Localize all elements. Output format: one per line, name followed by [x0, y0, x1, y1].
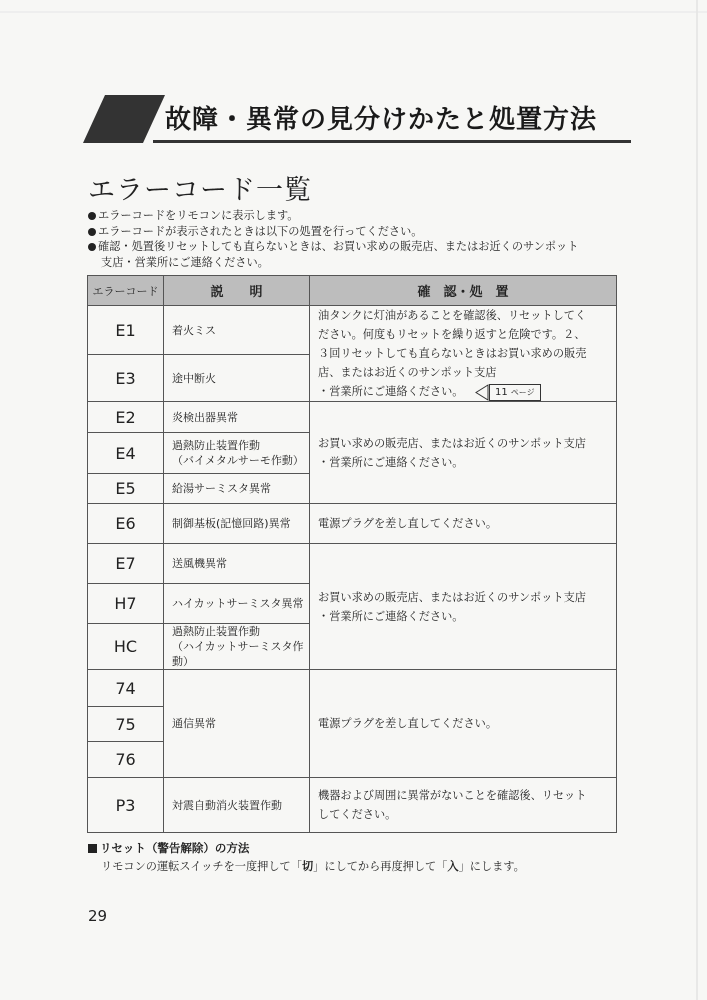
- error-code-table: [87, 275, 617, 833]
- error-desc: 過熱防止装置作動 （ハイカットサーミスタ作動）: [164, 624, 310, 670]
- table-row: [88, 778, 617, 833]
- action-cell: 油タンクに灯油があることを確認後、リセットしてく ださい。何度もリセットを繰り返すと危険です。２、 ３回リセットしても直らないときはお買い求めの販売 店、またはお近くのサンポット支店 ・営業所にご連絡ください。 11 ページ: [310, 306, 617, 402]
- reset-instructions: リモコンの運転スイッチを一度押して「切」にしてから再度押して「入」にします。: [101, 860, 525, 873]
- action-cell: 電源プラグを差し直してください。: [310, 504, 617, 544]
- error-desc: 炎検出器異常: [164, 402, 310, 433]
- action-cell: お買い求めの販売店、またはお近くのサンポット支店 ・営業所にご連絡ください。: [310, 544, 617, 670]
- error-desc: 制御基板(記憶回路)異常: [164, 504, 310, 544]
- page-header: [83, 93, 628, 145]
- reset-heading: リセット（警告解除）の方法: [88, 840, 249, 856]
- error-code: E3: [88, 355, 164, 402]
- error-code: E7: [88, 544, 164, 584]
- header-description: 説 明: [164, 276, 310, 306]
- error-code: E6: [88, 504, 164, 544]
- error-desc: 通信異常: [164, 670, 310, 778]
- error-desc: ハイカットサーミスタ異常: [164, 584, 310, 624]
- error-code: E5: [88, 474, 164, 504]
- section-title: エラーコード一覧: [88, 175, 312, 206]
- header-rule: [153, 140, 631, 143]
- bullet-continuation: 支店・営業所にご連絡ください。: [101, 255, 269, 269]
- page-title: 故障・異常の見分けかたと処置方法: [165, 105, 598, 135]
- bullet-item: 確認・処置後リセットしても直らないときは、お買い求めの販売店、またはお近くのサンポット: [88, 239, 578, 255]
- reference-arrow-icon: [475, 384, 489, 401]
- table-row: [88, 504, 617, 544]
- error-desc: 対震自動消火装置作動: [164, 778, 310, 833]
- bullet-dot-icon: [88, 228, 96, 236]
- error-code: P3: [88, 778, 164, 833]
- page-number: 29: [88, 907, 108, 925]
- bullet-dot-icon: [88, 212, 96, 220]
- bullet-item: エラーコードが表示されたときは以下の処置を行ってください。: [88, 224, 578, 240]
- error-desc: 過熱防止装置作動 （バイメタルサーモ作動）: [164, 433, 310, 474]
- error-desc: 途中断火: [164, 355, 310, 402]
- intro-bullets: [88, 208, 578, 270]
- error-code: H7: [88, 584, 164, 624]
- table-header-row: [88, 276, 617, 306]
- error-code: HC: [88, 624, 164, 670]
- error-code: 75: [88, 707, 164, 742]
- error-code: E2: [88, 402, 164, 433]
- bullet-item: エラーコードをリモコンに表示します。: [88, 208, 578, 224]
- table-row: [88, 544, 617, 584]
- header-error-code: エラーコード: [88, 276, 164, 306]
- error-desc: 送風機異常: [164, 544, 310, 584]
- error-code: E4: [88, 433, 164, 474]
- header-action: 確 認・処 置: [310, 276, 617, 306]
- action-cell: 機器および周囲に異常がないことを確認後、リセット してください。: [310, 778, 617, 833]
- action-cell: お買い求めの販売店、またはお近くのサンポット支店 ・営業所にご連絡ください。: [310, 402, 617, 504]
- action-cell: 電源プラグを差し直してください。: [310, 670, 617, 778]
- error-code: 74: [88, 670, 164, 707]
- error-desc: 着火ミス: [164, 306, 310, 355]
- page-reference[interactable]: [475, 384, 541, 401]
- square-bullet-icon: [88, 844, 97, 853]
- table-row: [88, 306, 617, 355]
- header-parallelogram-mark: [83, 93, 165, 145]
- page-ref-box: 11 ページ: [489, 384, 541, 401]
- error-code: E1: [88, 306, 164, 355]
- bullet-dot-icon: [88, 243, 96, 251]
- error-code: 76: [88, 742, 164, 778]
- error-desc: 給湯サーミスタ異常: [164, 474, 310, 504]
- table-row: [88, 670, 617, 707]
- table-row: [88, 402, 617, 433]
